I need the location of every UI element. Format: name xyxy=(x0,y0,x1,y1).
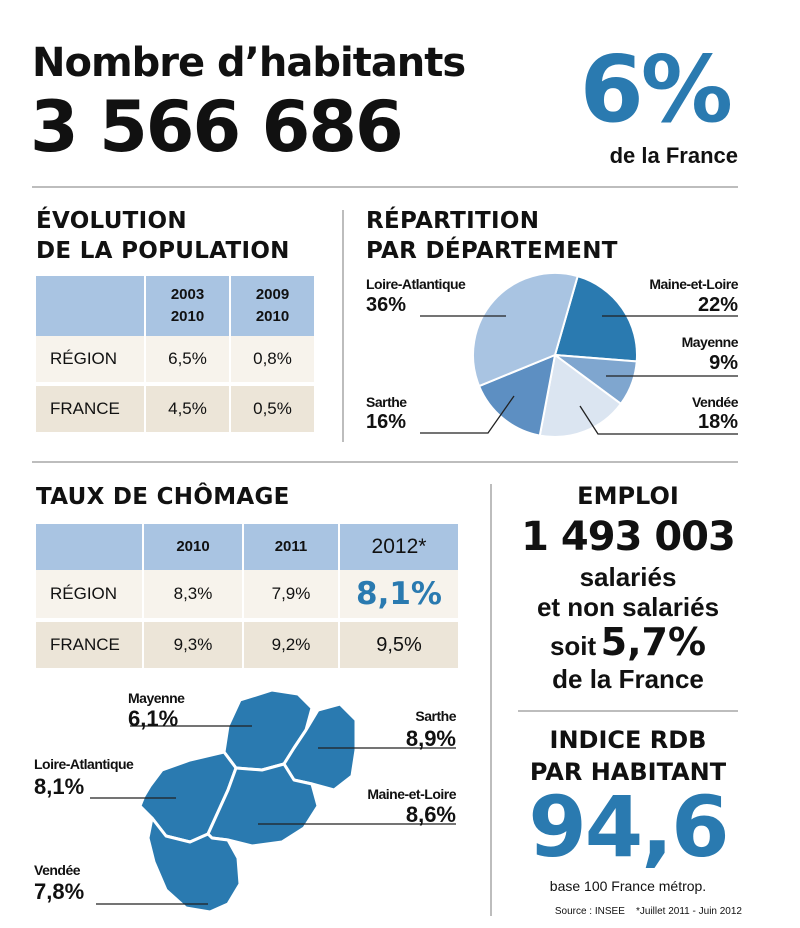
population-number: 3 566 686 xyxy=(30,86,402,168)
divider-vertical-bottom xyxy=(490,484,492,916)
chomage-row-label: FRANCE xyxy=(36,622,142,668)
map-value-maine-et-loire: 8,6% xyxy=(405,802,456,827)
emploi-pct: 5,7% xyxy=(600,620,707,664)
rdb-title-line1: INDICE RDB xyxy=(549,726,707,754)
table-cell-highlight: 8,1% xyxy=(338,570,458,618)
map-value-mayenne: 6,1% xyxy=(128,706,179,731)
population-share-label: de la France xyxy=(609,143,738,168)
evolution-col-2-line1: 2009 xyxy=(255,286,290,303)
emploi-soit: soit xyxy=(549,631,597,661)
emploi-line2: et non salariés xyxy=(536,592,720,622)
pie-value-maine-et-loire: 22% xyxy=(697,294,738,316)
page-title: Nombre d’habitants xyxy=(32,40,466,86)
pie-label-mayenne: Mayenne xyxy=(681,334,738,350)
rdb-value: 94,6 xyxy=(528,778,728,876)
chomage-col-2011: 2011 xyxy=(242,524,338,570)
emploi-line3: de la France xyxy=(552,664,704,694)
evolution-col-1-line1: 2003 xyxy=(170,286,205,303)
pie-value-sarthe: 16% xyxy=(366,411,407,433)
chomage-col-2012: 2012* xyxy=(338,524,458,570)
evolution-col-2-line2: 2010 xyxy=(255,308,290,325)
map-label-mayenne: Mayenne xyxy=(128,690,185,706)
evolution-title-line1: ÉVOLUTION xyxy=(36,208,187,234)
footer-note: *Juillet 2011 - Juin 2012 xyxy=(636,906,742,917)
emploi-soit-line xyxy=(508,620,748,664)
map-label-vendee: Vendée xyxy=(34,862,81,878)
evolution-col-1-line2: 2010 xyxy=(170,308,205,325)
table-cell: 8,3% xyxy=(142,570,242,618)
population-share: 6% xyxy=(579,36,730,143)
map-value-vendee: 7,8% xyxy=(34,879,85,904)
map-value-sarthe: 8,9% xyxy=(405,726,456,751)
map-label-sarthe: Sarthe xyxy=(415,708,456,724)
emploi-title: EMPLOI xyxy=(577,482,679,510)
rdb-base: base 100 France métrop. xyxy=(549,878,707,894)
pie-label-maine-et-loire: Maine-et-Loire xyxy=(649,276,738,292)
rdb-title-line2: PAR HABITANT xyxy=(529,758,727,786)
table-cell: 9,5% xyxy=(338,622,458,668)
map-value-loire-atlantique: 8,1% xyxy=(34,774,85,799)
map-label-loire-atlantique: Loire-Atlantique xyxy=(34,756,134,772)
chomage-title: TAUX DE CHÔMAGE xyxy=(36,484,290,510)
divider-right xyxy=(518,710,738,712)
repartition-title-line2: PAR DÉPARTEMENT xyxy=(366,238,618,264)
chomage-col-2010: 2010 xyxy=(142,524,242,570)
table-cell: 7,9% xyxy=(242,570,338,618)
repartition-title-line1: RÉPARTITION xyxy=(366,208,540,234)
footer-source: Source : INSEE xyxy=(554,906,625,917)
footer-source-line xyxy=(555,906,742,917)
table-cell: 4,5% xyxy=(144,386,229,432)
pie-value-loire-atlantique: 36% xyxy=(366,294,407,316)
map-label-maine-et-loire: Maine-et-Loire xyxy=(367,786,456,802)
pie-label-sarthe: Sarthe xyxy=(366,394,407,410)
table-cell: 9,3% xyxy=(142,622,242,668)
table-cell: 0,5% xyxy=(229,386,314,432)
emploi-number: 1 493 003 xyxy=(521,514,735,560)
evolution-row-label: FRANCE xyxy=(36,386,144,432)
evolution-title-line2: DE LA POPULATION xyxy=(36,238,290,264)
pie-label-loire-atlantique: Loire-Atlantique xyxy=(366,276,466,292)
pie-label-vendee: Vendée xyxy=(691,394,738,410)
table-cell: 9,2% xyxy=(242,622,338,668)
table-cell: 0,8% xyxy=(229,336,314,382)
pie-value-mayenne: 9% xyxy=(709,352,738,374)
pie-value-vendee: 18% xyxy=(697,411,738,433)
evolution-row-label: RÉGION xyxy=(36,336,144,382)
emploi-line1: salariés xyxy=(579,562,677,592)
chomage-row-label: RÉGION xyxy=(36,570,142,618)
table-cell: 6,5% xyxy=(144,336,229,382)
